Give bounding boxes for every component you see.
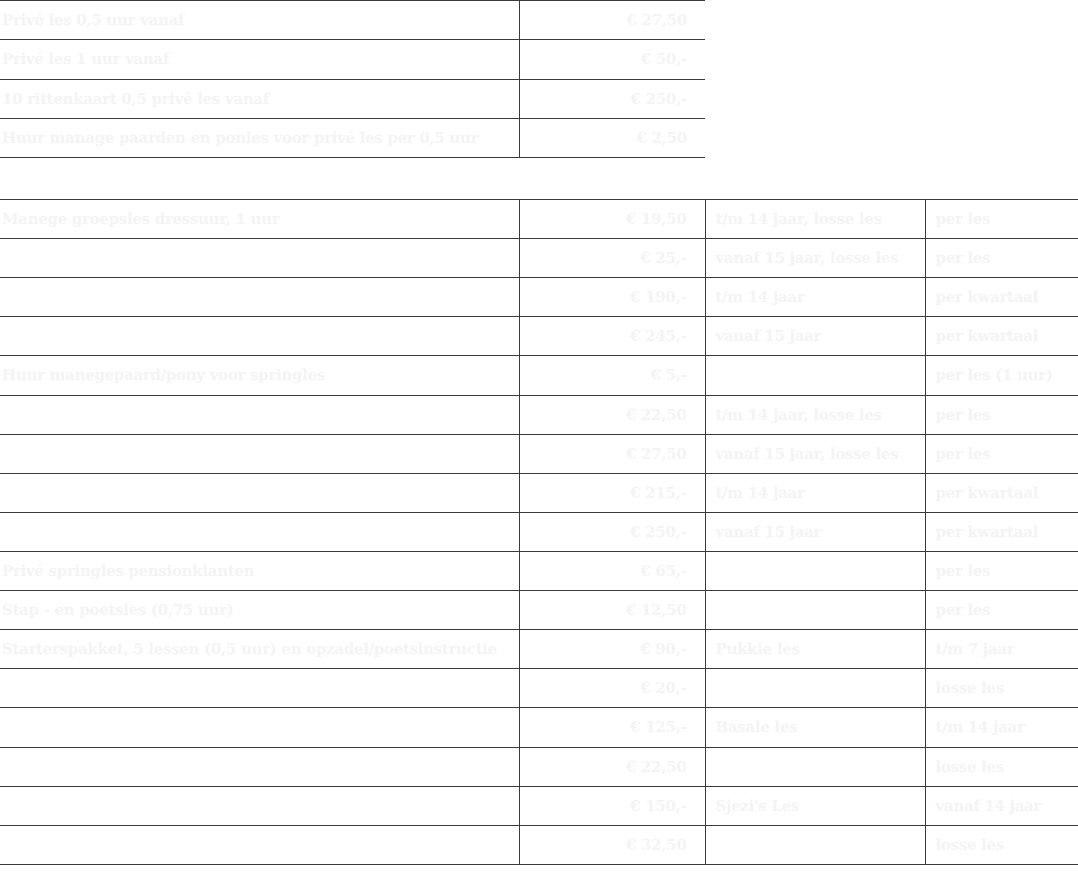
- lesson-name: [0, 669, 519, 708]
- lesson-price: € 27,50: [519, 434, 705, 473]
- lesson-unit: per les: [925, 239, 1078, 278]
- table-row: [0, 239, 1078, 278]
- lesson-price: € 65,-: [519, 551, 705, 590]
- lesson-price: € 90,-: [519, 630, 705, 669]
- table-row: [0, 395, 1078, 434]
- lesson-condition: [705, 747, 925, 786]
- table-row: [0, 630, 1078, 669]
- lesson-name: [0, 434, 519, 473]
- lesson-name: [0, 708, 519, 747]
- lesson-condition: t/m 14 jaar, losse les: [705, 395, 925, 434]
- table-row: [0, 40, 705, 79]
- lesson-unit: per les: [925, 551, 1078, 590]
- private-lessons-table: [0, 0, 705, 158]
- lesson-price: € 250,-: [519, 79, 705, 118]
- lesson-condition: [705, 591, 925, 630]
- lesson-unit: per les: [925, 200, 1078, 239]
- lesson-price: € 25,-: [519, 239, 705, 278]
- lesson-price: € 245,-: [519, 317, 705, 356]
- lesson-unit: per les (1 uur): [925, 356, 1078, 395]
- table-row: [0, 200, 1078, 239]
- lesson-name: [0, 395, 519, 434]
- lesson-unit: per les: [925, 591, 1078, 630]
- lesson-name: Privé les 0,5 uur vanaf: [0, 1, 519, 40]
- lesson-unit: per kwartaal: [925, 473, 1078, 512]
- lesson-name: [0, 747, 519, 786]
- lesson-unit: per les: [925, 395, 1078, 434]
- lesson-unit: losse les: [925, 669, 1078, 708]
- table-row: [0, 708, 1078, 747]
- lesson-condition: Pukkie les: [705, 630, 925, 669]
- lesson-name: Huur manage paarden en ponies voor privé les per 0,5 uur: [0, 118, 519, 157]
- lesson-condition: [705, 825, 925, 864]
- table-row: [0, 79, 705, 118]
- lesson-condition: [705, 356, 925, 395]
- lesson-name: Privé les 1 uur vanaf: [0, 40, 519, 79]
- table-row: [0, 512, 1078, 551]
- private-lessons-body: [0, 1, 705, 158]
- lesson-name: [0, 473, 519, 512]
- lesson-name: [0, 825, 519, 864]
- lesson-condition: t/m 14 jaar: [705, 278, 925, 317]
- lesson-price: € 50,-: [519, 40, 705, 79]
- table-row: [0, 434, 1078, 473]
- lesson-condition: vanaf 15 jaar: [705, 317, 925, 356]
- lesson-price: € 125,-: [519, 708, 705, 747]
- group-lessons-table: [0, 199, 1078, 865]
- lesson-condition: [705, 551, 925, 590]
- table-row: [0, 786, 1078, 825]
- lesson-name: [0, 239, 519, 278]
- lesson-unit: per les: [925, 434, 1078, 473]
- lesson-price: € 19,50: [519, 200, 705, 239]
- lesson-price: € 27,50: [519, 1, 705, 40]
- lesson-condition: [705, 669, 925, 708]
- lesson-condition: vanaf 15 jaar, losse les: [705, 434, 925, 473]
- lesson-unit: per kwartaal: [925, 512, 1078, 551]
- lesson-unit: t/m 7 jaar: [925, 630, 1078, 669]
- lesson-name: Huur manegepaard/pony voor springles: [0, 356, 519, 395]
- lesson-unit: per kwartaal: [925, 317, 1078, 356]
- lesson-condition: vanaf 15 jaar: [705, 512, 925, 551]
- table-row: [0, 747, 1078, 786]
- lesson-condition: t/m 14 jaar: [705, 473, 925, 512]
- lesson-condition: vanaf 15 jaar, losse les: [705, 239, 925, 278]
- group-lessons-body: [0, 200, 1078, 865]
- table-row: [0, 356, 1078, 395]
- table-row: [0, 825, 1078, 864]
- table-row: [0, 551, 1078, 590]
- lesson-condition: Sjezi's Les: [705, 786, 925, 825]
- lesson-unit: per kwartaal: [925, 278, 1078, 317]
- lesson-price: € 2,50: [519, 118, 705, 157]
- lesson-name: [0, 786, 519, 825]
- table-row: [0, 317, 1078, 356]
- lesson-name: Stap - en poetsles (0,75 uur): [0, 591, 519, 630]
- table-row: [0, 473, 1078, 512]
- lesson-price: € 190,-: [519, 278, 705, 317]
- lesson-unit: losse les: [925, 825, 1078, 864]
- table-row: [0, 278, 1078, 317]
- lesson-name: [0, 278, 519, 317]
- lesson-name: [0, 512, 519, 551]
- table-row: [0, 669, 1078, 708]
- lesson-name: [0, 317, 519, 356]
- lesson-condition: Basale les: [705, 708, 925, 747]
- table-row: [0, 591, 1078, 630]
- lesson-name: Starterspakket, 5 lessen (0,5 uur) en opzadel/poetsinstructie: [0, 630, 519, 669]
- lesson-unit: t/m 14 jaar: [925, 708, 1078, 747]
- lesson-price: € 150,-: [519, 786, 705, 825]
- lesson-name: Privé springles pensionklanten: [0, 551, 519, 590]
- lesson-name: Manege groepsles dressuur, 1 uur: [0, 200, 519, 239]
- lesson-price: € 22,50: [519, 395, 705, 434]
- lesson-condition: t/m 14 jaar, losse les: [705, 200, 925, 239]
- lesson-price: € 20,-: [519, 669, 705, 708]
- lesson-price: € 5,-: [519, 356, 705, 395]
- lesson-price: € 32,50: [519, 825, 705, 864]
- lesson-price: € 22,50: [519, 747, 705, 786]
- lesson-price: € 215,-: [519, 473, 705, 512]
- lesson-price: € 12,50: [519, 591, 705, 630]
- lesson-unit: vanaf 14 jaar: [925, 786, 1078, 825]
- table-row: [0, 1, 705, 40]
- lesson-price: € 250,-: [519, 512, 705, 551]
- lesson-unit: losse les: [925, 747, 1078, 786]
- lesson-name: 10 rittenkaart 0,5 privé les vanaf: [0, 79, 519, 118]
- table-row: [0, 118, 705, 157]
